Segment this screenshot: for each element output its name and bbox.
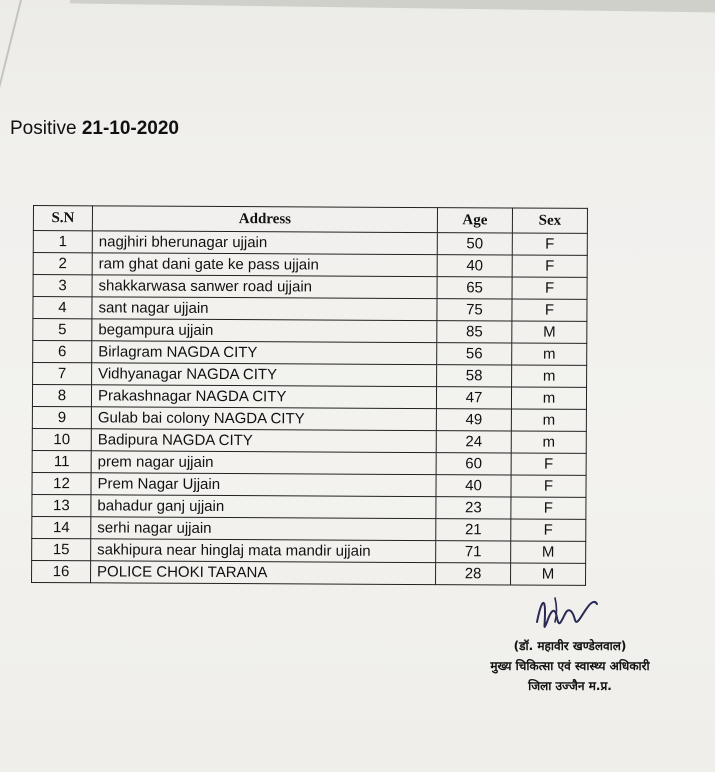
column-header-sex: Sex: [512, 208, 587, 233]
page-title: [10, 118, 179, 140]
cell-age: 23: [436, 497, 511, 519]
cell-sn: 11: [32, 450, 91, 472]
table-row: [33, 297, 587, 322]
signature-block: [455, 592, 685, 696]
cell-address: Prakashnagar NAGDA CITY: [91, 385, 436, 409]
cell-sn: 2: [33, 253, 92, 275]
cell-address: bahadur ganj ujjain: [91, 495, 436, 519]
cell-sn: 13: [32, 494, 91, 516]
cell-sex: m: [512, 343, 587, 365]
table-row: [33, 363, 587, 388]
table-body: [32, 231, 588, 586]
cell-age: 60: [436, 453, 511, 475]
table-row: [32, 428, 586, 453]
table-row: [32, 472, 586, 497]
cell-age: 28: [436, 563, 511, 585]
cell-address: Vidhyanagar NAGDA CITY: [92, 363, 437, 387]
table-row: [33, 253, 587, 278]
cell-sn: 9: [32, 406, 91, 428]
table-row: [32, 516, 586, 541]
cell-sex: F: [512, 277, 587, 299]
cell-address: prem nagar ujjain: [91, 451, 436, 475]
paper-fold-line: [0, 0, 22, 117]
handwritten-signature: [515, 592, 625, 636]
cell-sn: 10: [32, 428, 91, 450]
cell-address: shakkarwasa sanwer road ujjain: [92, 275, 437, 299]
cell-age: 65: [437, 277, 512, 299]
column-header-address: Address: [92, 206, 437, 233]
cell-age: 85: [437, 321, 512, 343]
cell-sn: 6: [33, 341, 92, 363]
cell-sex: M: [511, 563, 586, 585]
cell-sex: F: [511, 519, 586, 541]
column-header-age: Age: [437, 208, 512, 233]
cell-sn: 8: [32, 385, 91, 407]
cell-sex: F: [512, 299, 587, 321]
table-row: [33, 341, 587, 366]
cell-address: nagjhiri bherunagar ujjain: [92, 231, 437, 255]
cell-sn: 16: [32, 560, 91, 582]
table-header-row: [33, 206, 587, 234]
cell-sex: m: [512, 365, 587, 387]
paper-edge-shadow: [70, 0, 715, 13]
table-row: [32, 494, 586, 519]
cell-sex: F: [511, 497, 586, 519]
table-row: [32, 560, 586, 585]
cell-sex: M: [511, 541, 586, 563]
cell-sn: 3: [33, 275, 92, 297]
table-row: [33, 231, 587, 256]
cell-sn: 1: [33, 231, 92, 253]
cell-age: 56: [437, 343, 512, 365]
cell-address: Gulab bai colony NAGDA CITY: [91, 407, 436, 431]
cell-address: ram ghat dani gate ke pass ujjain: [92, 253, 437, 277]
table-row: [33, 275, 587, 300]
table-row: [32, 538, 586, 563]
column-header-sn: S.N: [33, 206, 92, 231]
cell-address: sant nagar ujjain: [92, 297, 437, 321]
cell-sex: m: [511, 431, 586, 453]
table-row: [32, 406, 586, 431]
cell-sex: F: [512, 255, 587, 277]
cell-address: Birlagram NAGDA CITY: [92, 341, 437, 365]
cell-sex: M: [512, 321, 587, 343]
cell-address: sakhipura near hinglaj mata mandir ujjain: [91, 539, 436, 563]
signatory-name: (डॉ. महावीर खण्डेलवाल): [513, 639, 627, 653]
cell-age: 49: [436, 409, 511, 431]
cell-sn: 14: [32, 516, 91, 538]
cell-age: 47: [436, 387, 511, 409]
title-label: Positive: [10, 118, 77, 139]
cell-sex: F: [511, 453, 586, 475]
cell-sn: 7: [33, 363, 92, 385]
cell-age: 75: [437, 299, 512, 321]
cell-age: 40: [436, 475, 511, 497]
table-row: [32, 385, 586, 410]
cell-sex: F: [511, 475, 586, 497]
cell-sex: m: [511, 387, 586, 409]
cell-age: 50: [437, 233, 512, 255]
cell-address: Prem Nagar Ujjain: [91, 473, 436, 497]
table-row: [32, 450, 586, 475]
cell-sn: 12: [32, 472, 91, 494]
cell-sn: 4: [33, 297, 92, 319]
cell-age: 71: [436, 541, 511, 563]
table-row: [33, 319, 587, 344]
cell-address: serhi nagar ujjain: [91, 517, 436, 541]
cell-address: Badipura NAGDA CITY: [91, 429, 436, 453]
cell-sn: 15: [32, 538, 91, 560]
cell-age: 21: [436, 519, 511, 541]
cell-age: 40: [437, 255, 512, 277]
cell-address: begampura ujjain: [92, 319, 437, 343]
cell-age: 58: [437, 365, 512, 387]
title-date: 21-10-2020: [81, 118, 180, 139]
cell-sex: m: [511, 409, 586, 431]
cell-address: POLICE CHOKI TARANA: [91, 561, 436, 585]
cell-sn: 5: [33, 319, 92, 341]
signatory-designation: मुख्य चिकित्सा एवं स्वास्थ्य अधिकारी: [490, 659, 650, 673]
cell-age: 24: [436, 431, 511, 453]
positive-cases-table: [31, 205, 588, 586]
cell-sex: F: [512, 233, 587, 255]
signatory-district: जिला उज्जैन म.प्र.: [528, 679, 612, 693]
